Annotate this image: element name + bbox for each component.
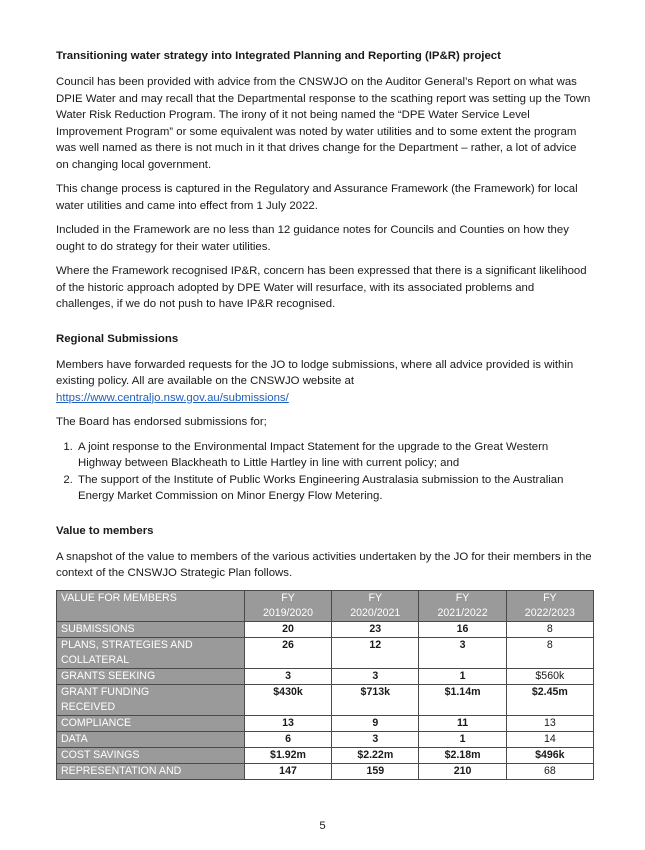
table-cell: $1.92m — [244, 747, 331, 763]
table-cell: $430k — [244, 684, 331, 715]
paragraph: The Board has endorsed submissions for; — [56, 416, 267, 428]
table-cell: 9 — [332, 715, 419, 731]
section-heading-regional-submissions: Regional Submissions — [56, 332, 179, 345]
row-label: PLANS, STRATEGIES AND COLLATERAL — [57, 637, 245, 668]
row-label: SUBMISSIONS — [57, 621, 245, 637]
fy-label: FY — [543, 591, 557, 604]
column-header — [332, 590, 419, 621]
table-cell: $2.22m — [332, 747, 419, 763]
paragraph: This change process is captured in the Regulatory and Assurance Framework (the Framework) for local water utilities and came into effect from 1 July 2022. — [56, 183, 578, 212]
table-cell: 23 — [332, 621, 419, 637]
table-row — [57, 621, 594, 637]
table-cell: 159 — [332, 763, 419, 779]
table-cell: 1 — [419, 668, 506, 684]
table-cell: 11 — [419, 715, 506, 731]
table-cell: 3 — [419, 637, 506, 668]
paragraph: Included in the Framework are no less than 12 guidance notes for Councils and Counties on how they ought to do strategy for their water utilities. — [56, 224, 569, 253]
table-row — [57, 747, 594, 763]
table-cell: $2.18m — [419, 747, 506, 763]
table-cell: $560k — [506, 668, 593, 684]
table-cell: 147 — [244, 763, 331, 779]
year-label: 2019/2020 — [262, 606, 314, 619]
row-label: DATA — [57, 731, 245, 747]
year-label: 2020/2021 — [350, 606, 401, 619]
row-label: REPRESENTATION AND — [57, 763, 245, 779]
table-cell: 26 — [244, 637, 331, 668]
table-cell: 3 — [244, 668, 331, 684]
submissions-link[interactable]: https://www.centraljo.nsw.gov.au/submissions/ — [56, 391, 289, 404]
table-row — [57, 763, 594, 779]
page-number: 5 — [319, 820, 326, 832]
paragraph — [56, 357, 592, 407]
row-label: COMPLIANCE — [57, 715, 245, 731]
table-cell: $1.14m — [419, 684, 506, 715]
column-header-label: VALUE FOR MEMBERS — [57, 590, 245, 621]
table-row — [57, 715, 594, 731]
table-row — [57, 684, 594, 715]
table-cell: 8 — [506, 637, 593, 668]
fy-label: FY — [281, 591, 295, 604]
table-cell: 14 — [506, 731, 593, 747]
row-label — [57, 684, 245, 715]
column-header — [419, 590, 506, 621]
table-cell: 68 — [506, 763, 593, 779]
submissions-intro: Members have forwarded requests for the JO to lodge submissions, where all advice provided is within existing policy. All are available on the CNSWJO website at — [56, 358, 574, 387]
fy-label: FY — [368, 591, 383, 604]
row-label: GRANTS SEEKING — [57, 668, 245, 684]
year-label: 2022/2023 — [524, 606, 575, 619]
document-page — [56, 48, 592, 780]
table-row — [57, 637, 594, 668]
table-cell: 12 — [332, 637, 419, 668]
table-cell: $713k — [332, 684, 419, 715]
list-item: 2. The support of the Institute of Public Works Engineering Australasia submission to the Australian Energy Market Commission on Minor Energy Flow Metering. — [76, 472, 592, 505]
value-to-members-section — [56, 523, 592, 780]
table-cell: 8 — [506, 621, 593, 637]
table-cell: 20 — [244, 621, 331, 637]
list-item: 1. A joint response to the Environmental Impact Statement for the upgrade to the Great Western Highway between Blackheath to Little Hartley in line with current policy; and — [76, 439, 592, 472]
table-cell: 210 — [419, 763, 506, 779]
table-row — [57, 731, 594, 747]
table-cell: $2.45m — [506, 684, 593, 715]
row-label-line: GRANT FUNDING — [61, 685, 150, 698]
table-cell: 1 — [419, 731, 506, 747]
submissions-list — [56, 439, 592, 505]
value-table — [56, 590, 594, 780]
year-label: 2021/2022 — [437, 606, 488, 619]
row-label: COST SAVINGS — [57, 747, 245, 763]
table-cell: $496k — [506, 747, 593, 763]
column-header — [244, 590, 331, 621]
table-cell: 13 — [244, 715, 331, 731]
table-header-row — [57, 590, 594, 621]
regional-submissions-section — [56, 331, 592, 505]
paragraph: Where the Framework recognised IP&R, concern has been expressed that there is a significant likelihood of the historic approach adopted by DPE Water will resurface, with its associated problems and challenges, if we do not push to have IP&R recognised. — [56, 265, 587, 310]
table-cell: 3 — [332, 731, 419, 747]
table-cell: 6 — [244, 731, 331, 747]
table-cell: 3 — [332, 668, 419, 684]
section-heading-value-to-members: Value to members — [56, 524, 154, 537]
paragraph: A snapshot of the value to members of the various activities undertaken by the JO for their members in the context of the CNSWJO Strategic Plan follows. — [56, 550, 592, 579]
section-heading-ipr: Transitioning water strategy into Integrated Planning and Reporting (IP&R) project — [56, 50, 501, 62]
paragraph: Council has been provided with advice from the CNSWJO on the Auditor General’s Report on what was DPIE Water and may recall that the Departmental response to the scathing report was setting up the Town Water Risk Reduction Program. The irony of it not being named the “DPE Water Service Level Improvement Program” or some equivalent was noted by water utilities and to some extent the program was well named as there is not much in it that drives change for the Department – rather, a lot of advice on changing local government. — [56, 76, 591, 171]
column-header — [506, 590, 593, 621]
table-cell: 16 — [419, 621, 506, 637]
table-cell: 13 — [506, 715, 593, 731]
table-row — [57, 668, 594, 684]
row-label-line: RECEIVED — [61, 700, 116, 713]
fy-label: FY — [455, 591, 470, 604]
